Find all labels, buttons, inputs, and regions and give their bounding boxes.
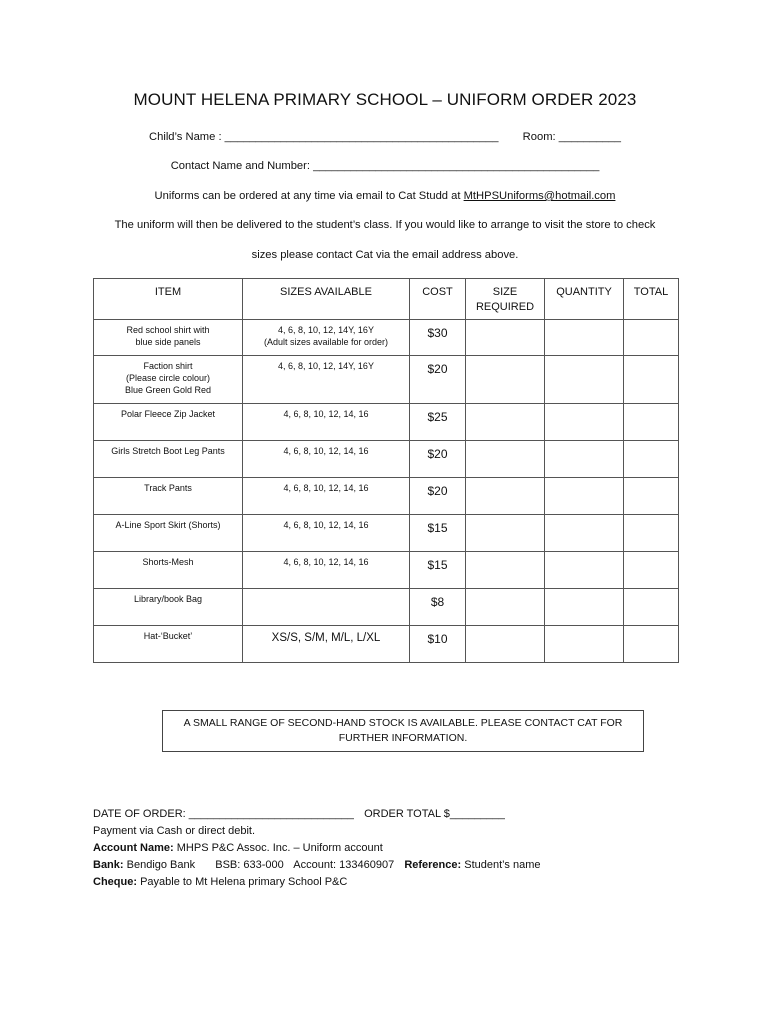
item-cell: Girls Stretch Boot Leg Pants — [94, 441, 243, 478]
page-title: MOUNT HELENA PRIMARY SCHOOL – UNIFORM ORDER 2023 — [133, 90, 637, 109]
header-item: ITEM — [94, 279, 243, 320]
bsb-value: BSB: 633-000 — [215, 859, 284, 871]
cheque-row — [93, 874, 347, 891]
child-name-field[interactable]: Child’s Name : ____________________________________________ — [149, 131, 499, 143]
intro-text: Uniforms can be ordered at any time via email to Cat Studd at — [154, 190, 464, 202]
order-total-field[interactable]: ORDER TOTAL $_________ — [364, 808, 505, 820]
header-cost: COST — [410, 279, 466, 320]
total-input[interactable] — [624, 552, 679, 589]
cost-cell: $10 — [410, 626, 466, 663]
contact-field[interactable]: Contact Name and Number: ______________________________________________ — [170, 160, 600, 172]
room-field[interactable]: Room: __________ — [522, 131, 621, 143]
item-label: (Please circle colour) — [125, 373, 211, 383]
notice-line-1: A SMALL RANGE OF SECOND-HAND STOCK IS AVAILABLE. PLEASE CONTACT CAT FOR — [183, 717, 623, 729]
size-required-input[interactable] — [466, 441, 545, 478]
total-input[interactable] — [624, 320, 679, 356]
header-total: TOTAL — [624, 279, 679, 320]
size-required-input[interactable] — [466, 320, 545, 356]
email-link[interactable]: MtHPSUniforms@hotmail.com — [463, 190, 616, 202]
quantity-input[interactable] — [545, 356, 624, 404]
child-name-row — [0, 131, 770, 143]
item-cell — [94, 356, 243, 404]
item-cell — [94, 320, 243, 356]
sizes-cell — [243, 589, 410, 626]
total-input[interactable] — [624, 478, 679, 515]
account-name-row — [93, 840, 383, 857]
total-input[interactable] — [624, 356, 679, 404]
uniform-order-table — [93, 278, 679, 663]
sizes-note: (Adult sizes available for order) — [263, 337, 389, 347]
item-cell: Shorts-Mesh — [94, 552, 243, 589]
item-label: blue side panels — [135, 337, 201, 347]
table-row — [94, 589, 679, 626]
cost-cell: $15 — [410, 552, 466, 589]
intro-line-3: sizes please contact Cat via the email address above. — [251, 249, 519, 261]
header-size-required-line1: SIZE — [492, 286, 518, 298]
date-of-order-field[interactable]: DATE OF ORDER: ___________________________ — [93, 808, 354, 820]
item-label: Red school shirt with — [126, 325, 210, 335]
table-row — [94, 478, 679, 515]
total-input[interactable] — [624, 404, 679, 441]
account-number: Account: 133460907 — [293, 859, 395, 871]
intro-line-2: The uniform will then be delivered to the student’s class. If you would like to arrange to visit the store to check — [114, 219, 656, 231]
table-row — [94, 441, 679, 478]
colour-options[interactable]: Blue Green Gold Red — [124, 385, 212, 395]
bank-details-row — [93, 857, 540, 874]
second-hand-notice — [162, 710, 644, 752]
size-required-input[interactable] — [466, 404, 545, 441]
item-cell: Track Pants — [94, 478, 243, 515]
quantity-input[interactable] — [545, 589, 624, 626]
quantity-input[interactable] — [545, 478, 624, 515]
size-required-input[interactable] — [466, 626, 545, 663]
order-date-row — [93, 806, 505, 823]
cheque-label: Cheque: — [93, 876, 137, 888]
size-required-input[interactable] — [466, 515, 545, 552]
sizes-cell — [243, 320, 410, 356]
total-input[interactable] — [624, 441, 679, 478]
cost-cell: $20 — [410, 356, 466, 404]
quantity-input[interactable] — [545, 552, 624, 589]
quantity-input[interactable] — [545, 320, 624, 356]
item-cell: A-Line Sport Skirt (Shorts) — [94, 515, 243, 552]
table-header-row — [94, 279, 679, 320]
sizes-cell: XS/S, S/M, M/L, L/XL — [243, 626, 410, 663]
payment-methods: Payment via Cash or direct debit. — [93, 825, 256, 837]
header-size-required — [466, 279, 545, 320]
cheque-value: Payable to Mt Helena primary School P&C — [140, 876, 348, 888]
cost-cell: $25 — [410, 404, 466, 441]
item-cell: Hat-‘Bucket’ — [94, 626, 243, 663]
sizes-cell: 4, 6, 8, 10, 12, 14, 16 — [243, 404, 410, 441]
quantity-input[interactable] — [545, 515, 624, 552]
bank-label: Bank: — [93, 859, 124, 871]
item-cell: Polar Fleece Zip Jacket — [94, 404, 243, 441]
total-input[interactable] — [624, 626, 679, 663]
item-label: Faction shirt — [143, 361, 193, 371]
quantity-input[interactable] — [545, 626, 624, 663]
item-cell: Library/book Bag — [94, 589, 243, 626]
intro-line-1 — [0, 190, 770, 202]
size-required-input[interactable] — [466, 589, 545, 626]
reference-label: Reference: — [404, 859, 462, 871]
sizes-cell: 4, 6, 8, 10, 12, 14, 16 — [243, 441, 410, 478]
size-required-input[interactable] — [466, 478, 545, 515]
cost-cell: $20 — [410, 441, 466, 478]
quantity-input[interactable] — [545, 404, 624, 441]
cost-cell: $30 — [410, 320, 466, 356]
table-row — [94, 320, 679, 356]
header-sizes: SIZES AVAILABLE — [243, 279, 410, 320]
table-row — [94, 626, 679, 663]
sizes-cell: 4, 6, 8, 10, 12, 14, 16 — [243, 552, 410, 589]
cost-cell: $8 — [410, 589, 466, 626]
total-input[interactable] — [624, 589, 679, 626]
sizes-label: 4, 6, 8, 10, 12, 14Y, 16Y — [278, 325, 374, 335]
notice-line-2: FURTHER INFORMATION. — [338, 732, 468, 744]
sizes-cell: 4, 6, 8, 10, 12, 14, 16 — [243, 478, 410, 515]
total-input[interactable] — [624, 515, 679, 552]
header-quantity: QUANTITY — [545, 279, 624, 320]
table-row — [94, 404, 679, 441]
bank-value: Bendigo Bank — [126, 859, 196, 871]
header-size-required-line2: REQUIRED — [475, 301, 535, 313]
sizes-cell: 4, 6, 8, 10, 12, 14Y, 16Y — [243, 356, 410, 404]
table-row — [94, 552, 679, 589]
reference-value: Student’s name — [464, 859, 541, 871]
size-required-input[interactable] — [466, 356, 545, 404]
sizes-cell: 4, 6, 8, 10, 12, 14, 16 — [243, 515, 410, 552]
table-row — [94, 515, 679, 552]
size-required-input[interactable] — [466, 552, 545, 589]
quantity-input[interactable] — [545, 441, 624, 478]
cost-cell: $15 — [410, 515, 466, 552]
table-row — [94, 356, 679, 404]
cost-cell: $20 — [410, 478, 466, 515]
account-name-value: MHPS P&C Assoc. Inc. – Uniform account — [176, 842, 383, 854]
account-name-label: Account Name: — [93, 842, 174, 854]
